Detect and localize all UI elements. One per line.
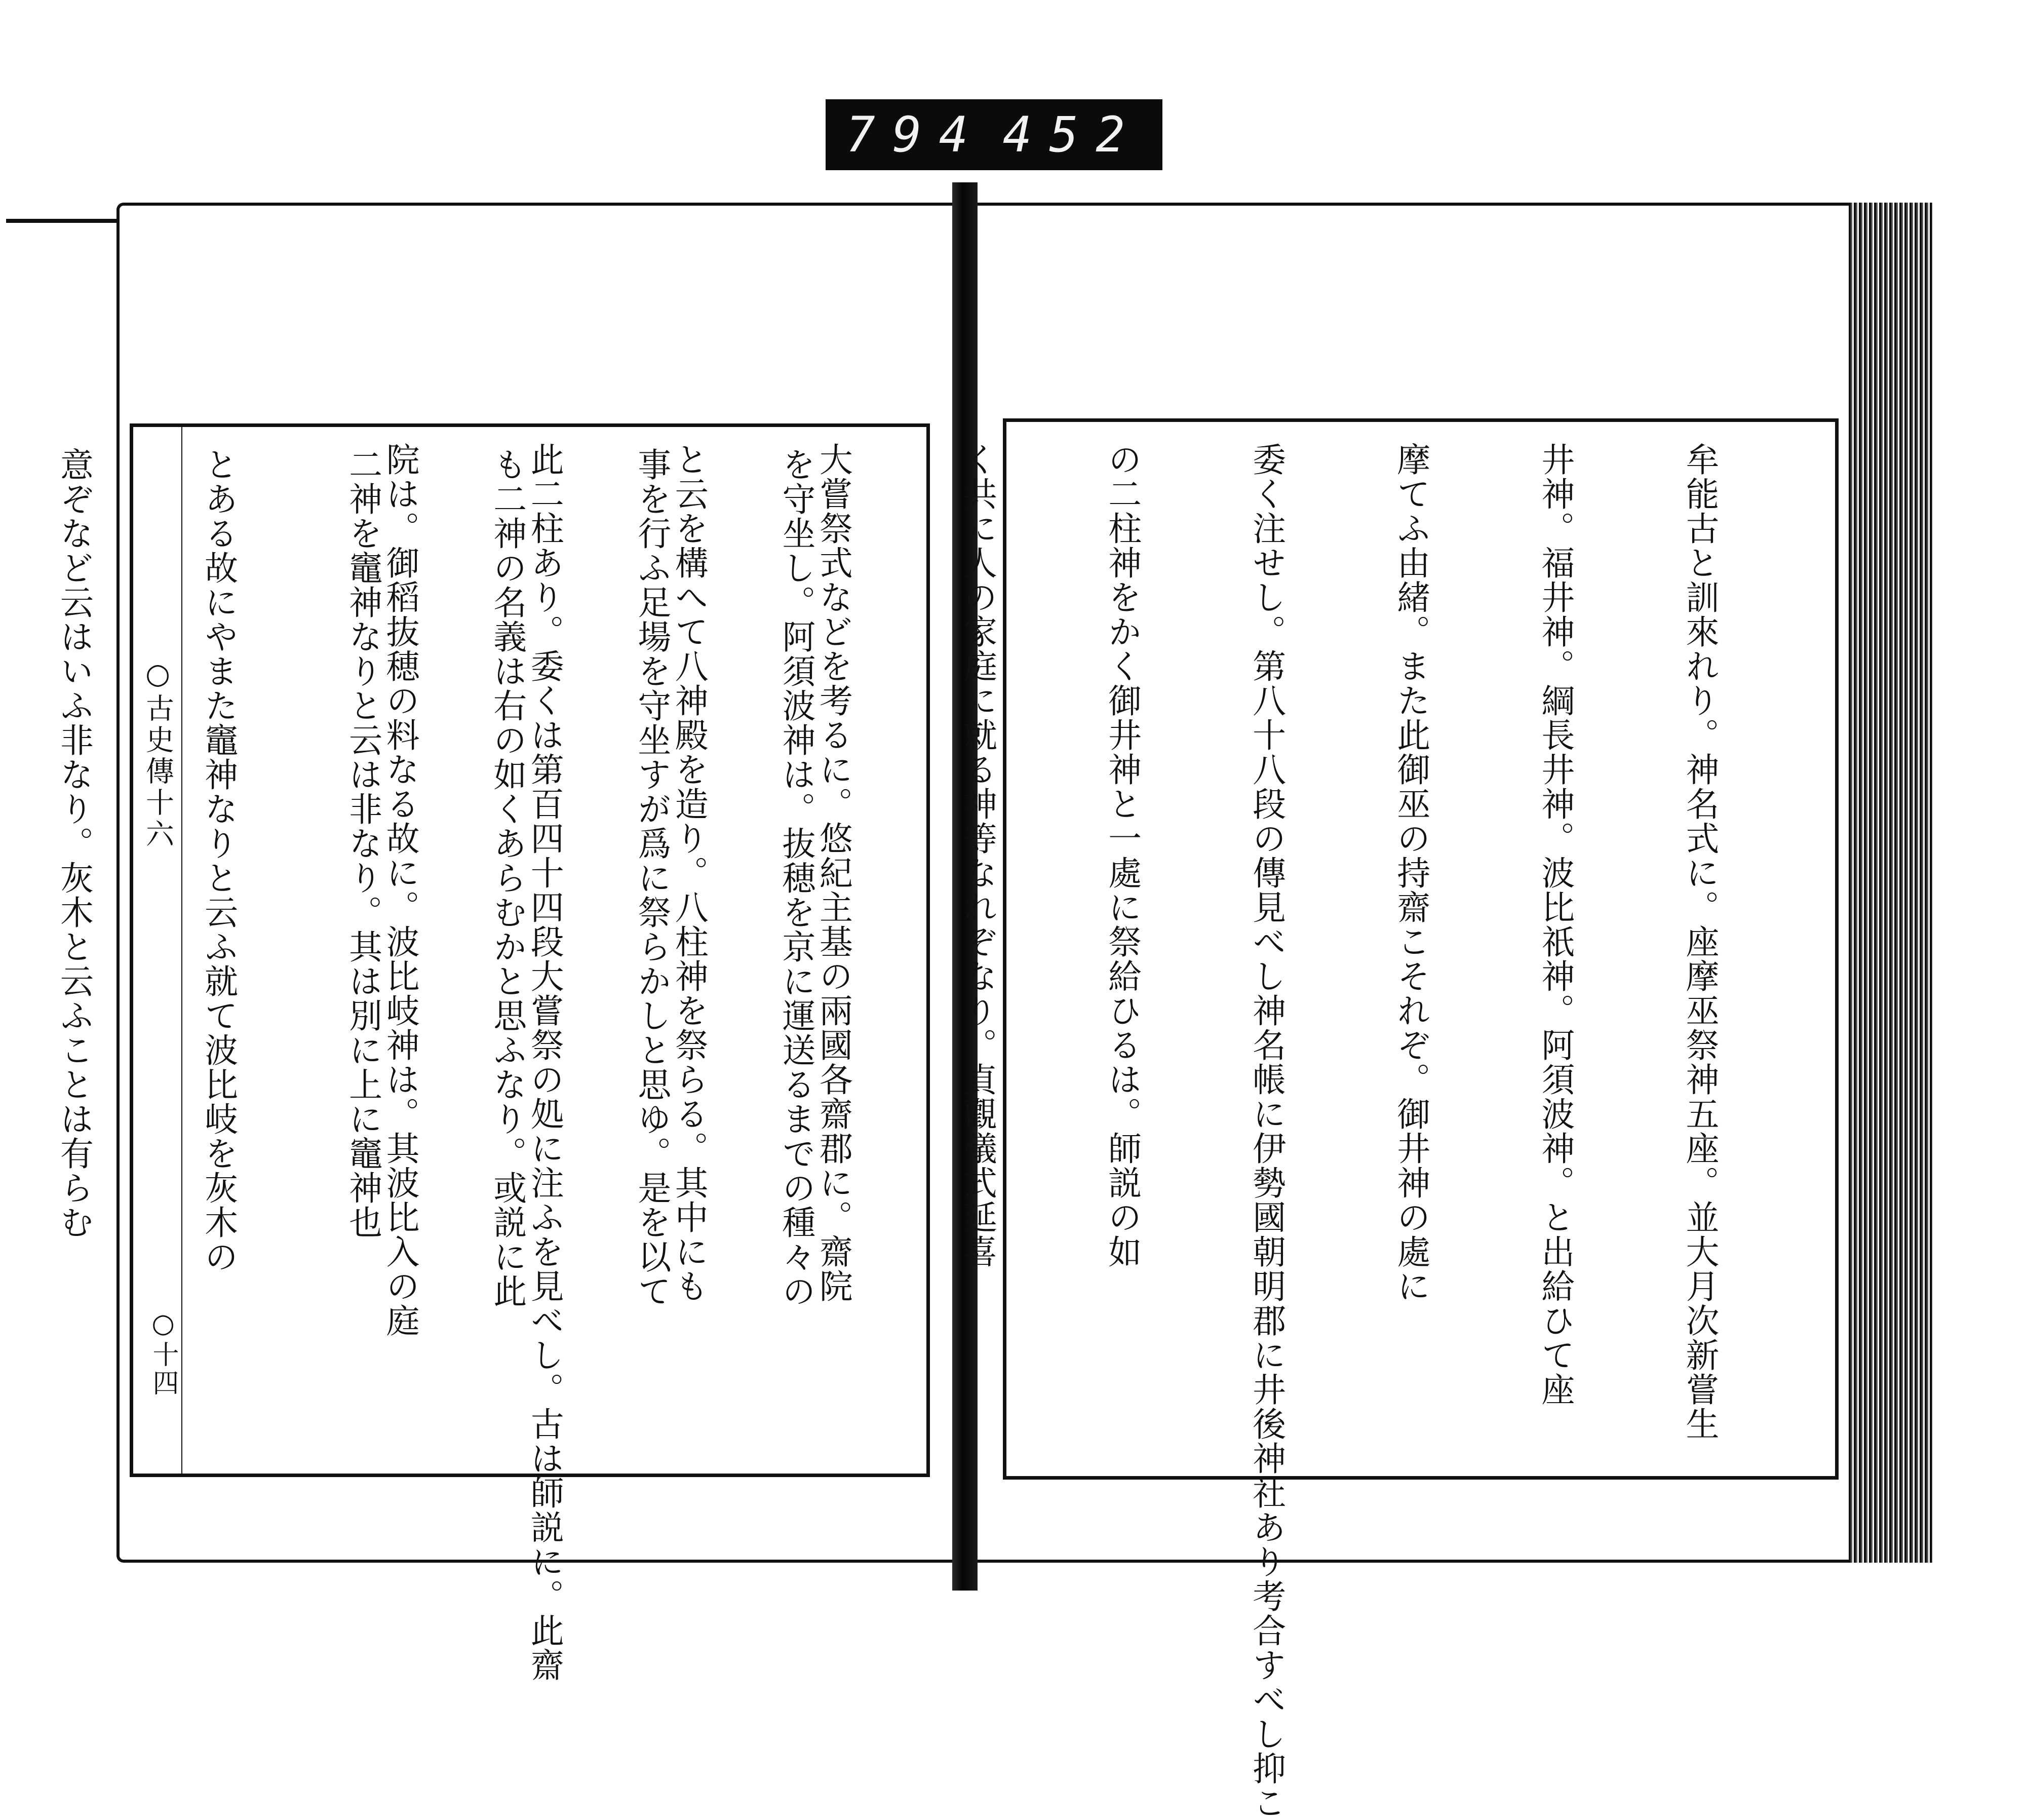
page-number: ○十四 (148, 1308, 178, 1398)
text-line: 摩てふ由緒。また此御巫の持齋こそれぞ。御井神の處に (1391, 442, 1430, 1303)
page-stack-edge (1849, 203, 1932, 1563)
running-head: ○古史傳十六 (141, 657, 174, 850)
text-line: 井神。福井神。綱長井神。波比祇神。阿須波神。と出給ひて座 (1535, 442, 1575, 1407)
text-line: 此二柱あり。委くは第百四十四段大嘗祭の処に注ふを見べし。古は師説に。此齋 (525, 442, 564, 1682)
accession-number-left: 794 (846, 106, 986, 163)
accession-number-right: 452 (1002, 106, 1142, 163)
text-line: 事を行ふ足場を守坐すが爲に祭らかしと思ゆ。是を以て (632, 447, 671, 1308)
text-line: も二神の名義は右の如くあらむかと思ふなり。或説に此 (487, 447, 527, 1308)
text-line: 牟能古と訓來れり。神名式に。座摩巫祭神五座。並大月次新嘗生 (1680, 442, 1719, 1441)
text-line: 大嘗祭式などを考るに。悠紀主基の兩國各齋郡に。齋院 (813, 442, 853, 1303)
text-line: 二神を竈神なりと云は非なり。其は別に上に竈神也 (343, 447, 382, 1240)
text-line: 院は。御稻抜穂の料なる故に。波比岐神は。其波比入の庭 (380, 442, 420, 1338)
text-line: く共に人の家庭に就る神等なれぞなり。貞觀儀式延喜 (958, 442, 997, 1269)
accession-number-label (826, 99, 1162, 170)
text-line: と云を構へて八神殿を造り。八柱神を祭らる。其中にも (669, 442, 709, 1303)
open-book (54, 203, 1932, 1820)
text-line: とある故にやまた竈神なりと云ふ就て波比岐を灰木の (199, 447, 238, 1274)
text-line: の二柱神をかく御井神と一處に祭給ひるは。師説の如 (1102, 442, 1142, 1269)
scan-edge-line (6, 219, 120, 223)
text-line: 委く注せし。第八十八段の傳見べし神名帳に伊勢國朝明郡に井後神社あり考合すべし抑こ (1246, 442, 1286, 1820)
text-line: 意ぞなど云はいふ非なり。灰木と云ふことは有らむ (54, 447, 94, 1240)
text-line: を守坐し。阿須波神は。抜穂を京に運送るまでの種々の (776, 447, 815, 1308)
